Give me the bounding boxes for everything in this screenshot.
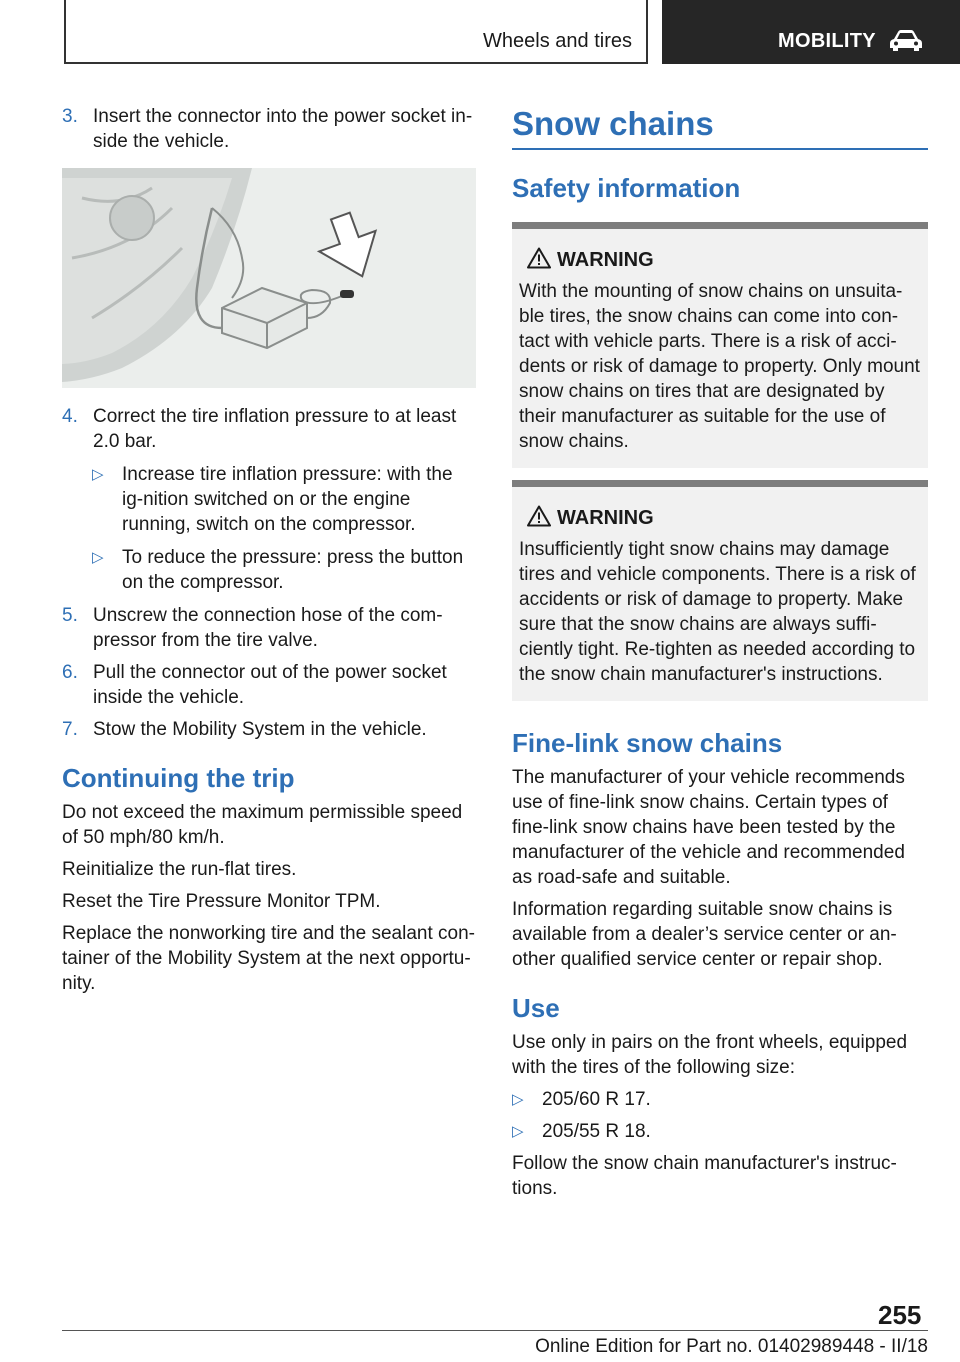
list-item-text: 205/60 R 17. [542, 1089, 651, 1110]
step-item [62, 660, 476, 710]
warning-box [512, 222, 928, 468]
step-number: 3. [62, 106, 78, 127]
left-column [62, 104, 476, 1003]
warning-text: Insufficiently tight snow chains may damage tires and vehicle components. There is a risk of accidents or risk of damage to property. Make sure that the snow chains are always suffi-ciently tight. Re-tighten as needed according to the snow chain manufacturer's instructions. [519, 539, 916, 685]
step-text: Insert the connector into the power socket in-side the vehicle. [93, 106, 473, 152]
step-item [62, 603, 476, 653]
warning-title [519, 247, 922, 273]
header-chapter-tab [662, 0, 960, 64]
list-item [512, 1119, 928, 1144]
section-title: Wheels and tires [483, 30, 632, 52]
warning-label: WARNING [557, 507, 654, 529]
fine-link-heading: Fine-link snow chains [512, 728, 783, 758]
warning-triangle-icon [527, 505, 551, 527]
step-number: 5. [62, 605, 78, 626]
list-item-text: 205/55 R 18. [542, 1121, 651, 1142]
right-column [512, 104, 928, 1208]
step-number: 4. [62, 406, 78, 427]
sub-item-text: Increase tire inflation pressure: with the ig-nition switched on or the engine running, switch on the compressor. [122, 464, 453, 535]
footer-divider [62, 1330, 928, 1331]
compressor-illustration-icon [62, 168, 476, 388]
paragraph: Reinitialize the run-flat tires. [62, 859, 297, 880]
paragraph: Use only in pairs on the front wheels, equipped with the tires of the following size: [512, 1032, 908, 1078]
warning-triangle-icon [527, 247, 551, 269]
safety-heading: Safety information [512, 173, 741, 203]
use-heading: Use [512, 993, 560, 1023]
step-item [62, 717, 476, 742]
warning-title [519, 505, 922, 531]
step-text: Correct the tire inflation pressure to at least 2.0 bar. [93, 406, 457, 452]
warning-label: WARNING [557, 249, 654, 271]
page-number: 255 [878, 1300, 922, 1330]
warning-text: With the mounting of snow chains on unsuita-ble tires, the snow chains can come into con-tact with vehicle parts. There is a risk of acci-dents or risk of damage to property. Only mount snow chains on tires that are designated by their manufacturer as suitable for the use of snow chains. [519, 281, 920, 452]
triangle-bullet-icon: ▷ [92, 466, 104, 483]
page-title: Snow chains [512, 105, 714, 142]
compressor-illustration [62, 168, 476, 388]
paragraph: Replace the nonworking tire and the sealant con-tainer of the Mobility System at the next opportu-nity. [62, 923, 475, 994]
paragraph: Do not exceed the maximum permissible speed of 50 mph/80 km/h. [62, 802, 463, 848]
header-section-tab [64, 0, 648, 64]
step-number: 7. [62, 719, 78, 740]
list-item [512, 1087, 928, 1112]
paragraph: The manufacturer of your vehicle recommends use of fine-link snow chains. Certain types of fine-link snow chains have been tested by the manufacturer of the vehicle and recommended as road-safe and suitable. [512, 767, 905, 888]
edition-info: Online Edition for Part no. 01402989448 - II/18 [535, 1336, 928, 1357]
car-icon [888, 29, 924, 53]
paragraph: Information regarding suitable snow chains is available from a dealer’s service center or an-other qualified service center or repair shop. [512, 899, 897, 970]
triangle-bullet-icon: ▷ [512, 1123, 524, 1140]
chapter-title: MOBILITY [778, 30, 876, 52]
paragraph: Follow the snow chain manufacturer's instruc-tions. [512, 1153, 897, 1199]
step-text: Unscrew the connection hose of the com-pressor from the tire valve. [93, 605, 443, 651]
step-item [62, 104, 476, 154]
step-number: 6. [62, 662, 78, 683]
paragraph: Reset the Tire Pressure Monitor TPM. [62, 891, 381, 912]
continuing-heading: Continuing the trip [62, 763, 295, 793]
sub-item [92, 545, 476, 595]
triangle-bullet-icon: ▷ [512, 1091, 524, 1108]
sub-item-text: To reduce the pressure: press the button on the compressor. [122, 547, 464, 593]
sub-item [92, 462, 476, 537]
step-text: Stow the Mobility System in the vehicle. [93, 719, 427, 740]
warning-box [512, 480, 928, 701]
step-text: Pull the connector out of the power socket inside the vehicle. [93, 662, 447, 708]
title-divider [512, 148, 928, 150]
step-item [62, 404, 476, 454]
triangle-bullet-icon: ▷ [92, 549, 104, 566]
